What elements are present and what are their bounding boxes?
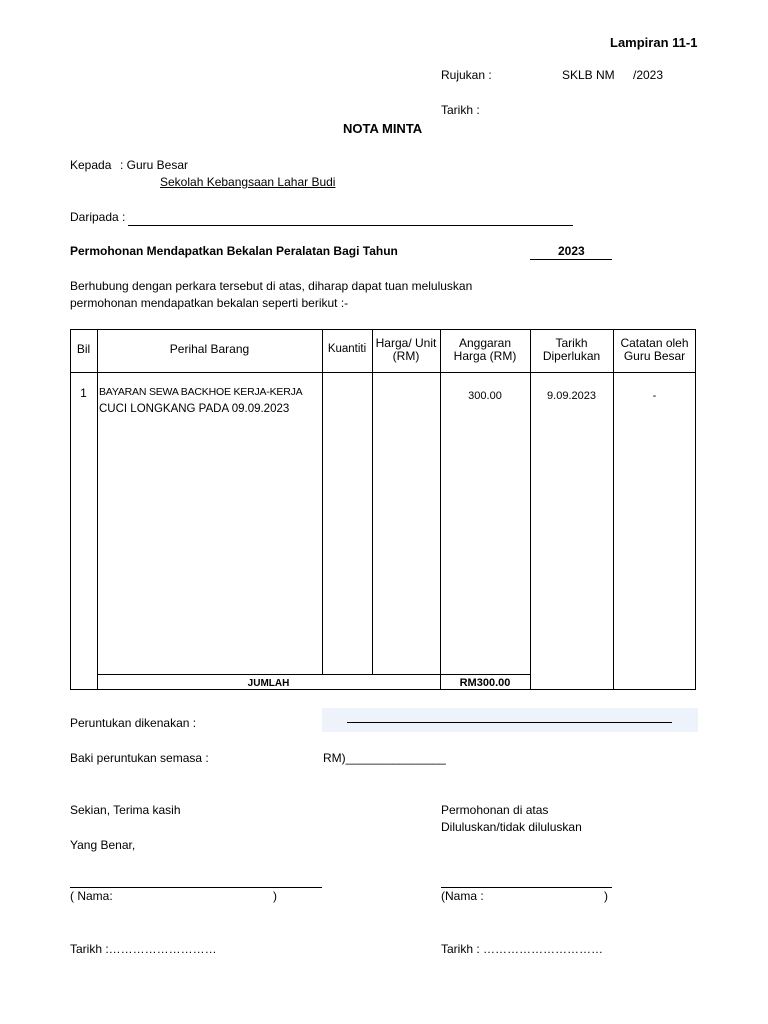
row-perihal-line2: CUCI LONGKANG PADA 09.09.2023 xyxy=(99,403,290,415)
peruntukan-field[interactable] xyxy=(322,708,698,732)
sekian-text: Sekian, Terima kasih xyxy=(70,803,181,817)
header-catatan-2: Guru Besar xyxy=(623,349,686,363)
jumlah-label: JUMLAH xyxy=(247,678,290,689)
signature-line-left xyxy=(70,887,322,888)
nama-left: ( Nama: xyxy=(70,889,113,903)
col-divider xyxy=(372,329,373,674)
row-catatan: - xyxy=(652,390,657,402)
row-bil: 1 xyxy=(80,386,87,400)
body-line-2: permohonan mendapatkan bekalan seperti berikut :- xyxy=(70,296,349,310)
tarikh-right: Tarikh : ………………………… xyxy=(441,942,604,956)
row-anggaran: 300.00 xyxy=(468,390,502,402)
request-year: 2023 xyxy=(558,244,585,258)
col-divider xyxy=(97,329,98,690)
header-harga-unit-1: Harga/ Unit xyxy=(375,336,437,350)
peruntukan-label: Peruntukan dikenakan : xyxy=(70,716,197,730)
header-catatan-1: Catatan oleh xyxy=(620,336,689,350)
school-name: Sekolah Kebangsaan Lahar Budi xyxy=(160,175,336,189)
approval-line-1: Permohonan di atas xyxy=(441,803,549,817)
nama-right-close: ) xyxy=(604,889,608,903)
row-tarikh: 9.09.2023 xyxy=(547,390,596,402)
tarikh-left: Tarikh :……………………… xyxy=(70,942,217,956)
col-divider xyxy=(322,329,323,674)
baki-label: Baki peruntukan semasa : xyxy=(70,751,209,765)
jumlah-divider xyxy=(97,674,530,675)
header-divider xyxy=(70,372,696,373)
col-divider xyxy=(613,329,614,690)
approval-line-2: Diluluskan/tidak diluluskan xyxy=(441,820,582,834)
rujukan-label: Rujukan : xyxy=(441,68,492,82)
col-divider xyxy=(440,329,441,690)
signature-line-right xyxy=(441,887,612,888)
lampiran-label: Lampiran 11-1 xyxy=(610,35,698,50)
rujukan-year: /2023 xyxy=(633,68,664,82)
page-title: NOTA MINTA xyxy=(343,121,423,136)
yang-benar-text: Yang Benar, xyxy=(70,838,136,852)
jumlah-value: RM300.00 xyxy=(459,677,511,689)
kepada-value: : Guru Besar xyxy=(120,158,189,172)
header-harga-unit-2: (RM) xyxy=(392,349,420,363)
header-anggaran-1: Anggaran xyxy=(458,336,512,350)
col-divider xyxy=(530,329,531,690)
row-perihal-line1: BAYARAN SEWA BACKHOE KERJA-KERJA xyxy=(99,386,303,398)
header-tarikh-1: Tarikh xyxy=(555,336,588,350)
year-underline xyxy=(530,259,612,260)
kepada-label: Kepada xyxy=(70,158,112,172)
header-bil: Bil xyxy=(76,342,91,356)
peruntukan-line xyxy=(347,722,672,723)
body-line-1: Berhubung dengan perkara tersebut di atas, diharap dapat tuan meluluskan xyxy=(70,279,473,293)
daripada-label: Daripada : xyxy=(70,210,126,224)
baki-value: RM)_______________ xyxy=(323,751,446,765)
daripada-line xyxy=(128,225,573,226)
table-border xyxy=(70,329,696,690)
header-perihal: Perihal Barang xyxy=(169,342,250,356)
header-tarikh-2: Diperlukan xyxy=(542,349,601,363)
nama-left-close: ) xyxy=(273,889,277,903)
nama-right: (Nama : xyxy=(441,889,484,903)
tarikh-label: Tarikh : xyxy=(441,103,480,117)
header-anggaran-2: Harga (RM) xyxy=(453,349,517,363)
request-subject: Permohonan Mendapatkan Bekalan Peralatan Bagi Tahun xyxy=(70,244,398,258)
rujukan-value: SKLB NM xyxy=(562,68,615,82)
header-kuantiti: Kuantiti xyxy=(327,343,367,355)
